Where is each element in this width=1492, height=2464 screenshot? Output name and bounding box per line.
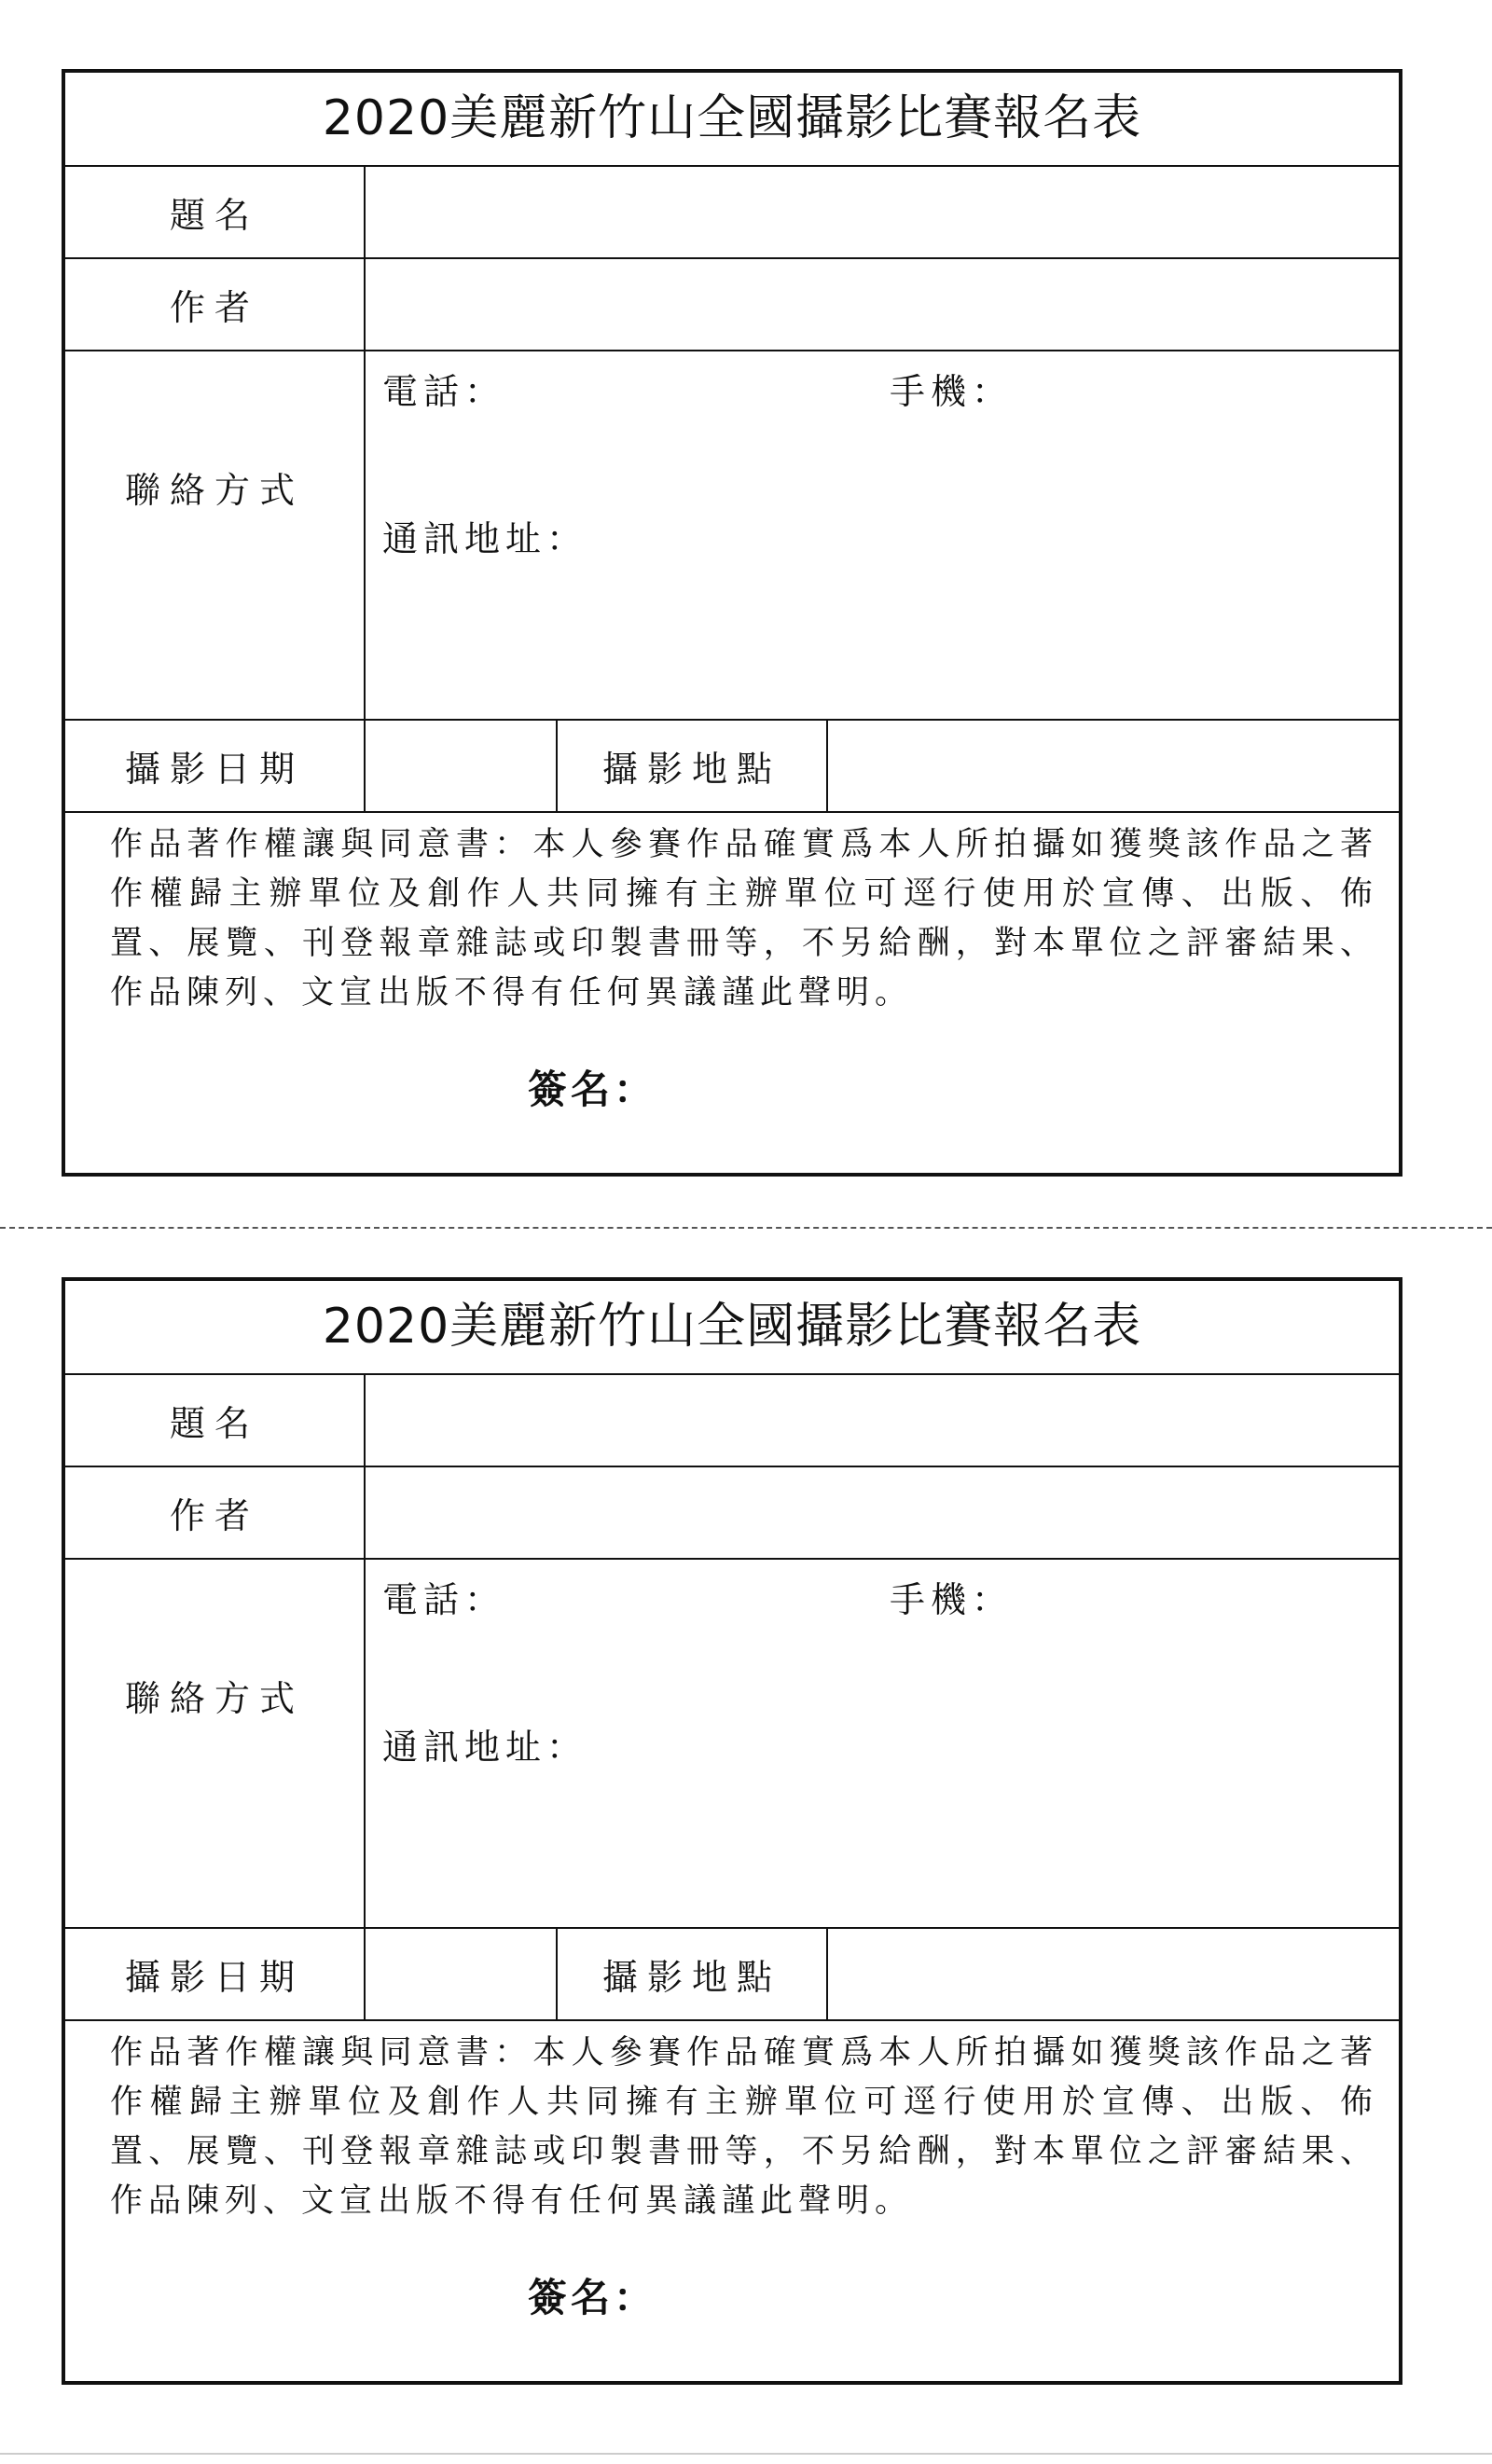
address-label: 通訊地址： [382,518,588,559]
date-place-row [65,721,1399,813]
title-name-label: 題名 [65,1375,366,1466]
place-label: 攝影地點 [558,721,828,811]
phone-label: 電話： [382,1579,506,1620]
author-row [65,259,1399,351]
title-name-row [65,167,1399,259]
cut-line-divider [0,1227,1492,1229]
mobile-label: 手機： [890,1579,1014,1620]
consent-statement: 作品著作權讓與同意書：本人參賽作品確實爲本人所拍攝如獲獎該作品之著作權歸主辦單位及創作人共同擁有主辦單位可逕行使用於宣傳、出版、佈置、展覽、刊登報章雜誌或印製書冊等，不另給酬，對本單位之評審結果、作品陳列、文宣出版不得有任何異議謹此聲明。 [110,826,1378,1012]
title-name-label: 題名 [65,167,366,257]
author-label: 作者 [65,259,366,350]
date-field[interactable] [366,1929,558,2019]
address-label: 通訊地址： [382,1727,588,1768]
bottom-divider [0,2453,1492,2455]
place-label: 攝影地點 [558,1929,828,2019]
place-field[interactable] [828,1929,1399,2019]
form-title: 2020美麗新竹山全國攝影比賽報名表 [322,1299,1142,1355]
title-name-field[interactable] [366,1375,1399,1466]
registration-form-2 [62,1277,1402,2385]
signature-label: 簽名： [528,1067,657,1112]
author-label: 作者 [65,1467,366,1558]
form-title-row [65,73,1399,167]
author-field[interactable] [366,259,1399,350]
registration-form-1 [62,69,1402,1177]
contact-row [65,351,1399,721]
date-field[interactable] [366,721,558,811]
author-field[interactable] [366,1467,1399,1558]
contact-label: 聯絡方式 [65,1560,366,1927]
form-title: 2020美麗新竹山全國攝影比賽報名表 [322,90,1142,146]
title-name-row [65,1375,1399,1467]
consent-statement: 作品著作權讓與同意書：本人參賽作品確實爲本人所拍攝如獲獎該作品之著作權歸主辦單位及創作人共同擁有主辦單位可逕行使用於宣傳、出版、佈置、展覽、刊登報章雜誌或印製書冊等，不另給酬，對本單位之評審結果、作品陳列、文宣出版不得有任何異議謹此聲明。 [110,2034,1378,2220]
author-row [65,1467,1399,1560]
mobile-label: 手機： [890,371,1014,412]
date-label: 攝影日期 [65,721,366,811]
contact-label: 聯絡方式 [65,351,366,719]
contact-row [65,1560,1399,1929]
place-field[interactable] [828,721,1399,811]
date-label: 攝影日期 [65,1929,366,2019]
form-title-row [65,1281,1399,1375]
phone-label: 電話： [382,371,506,412]
date-place-row [65,1929,1399,2021]
signature-label: 簽名： [528,2275,657,2320]
title-name-field[interactable] [366,167,1399,257]
